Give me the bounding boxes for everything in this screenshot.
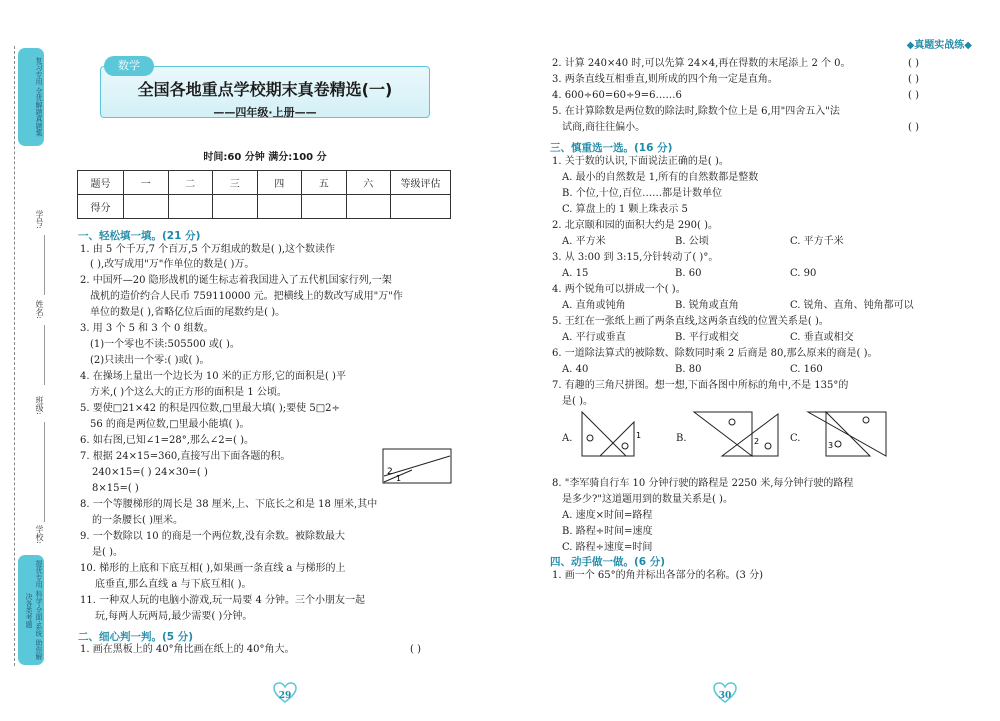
question-line: 是( )。 [92,547,123,558]
question-line: 方米,( )个这么大的正方形的面积是 1 公顷。 [90,387,287,398]
question-line: 8. 一个等腰梯形的周长是 38 厘米,上、下底长之和是 18 厘米,其中 [80,499,378,510]
angle-mark-3: 3 [828,441,834,450]
question-line: 9. 一个数除以 10 的商是一个两位数,没有余数。被除数最大 [80,531,345,542]
table-row [78,171,451,195]
judge-question-1: 1. 画在黑板上的 40°角比画在纸上的 40°角大。 [80,644,295,655]
choice-option[interactable]: B. 锐角或直角 [675,300,739,311]
answer-paren[interactable]: ( ) [908,58,919,69]
judge-question: 3. 两条直线互相垂直,则所成的四个角一定是直角。 [552,74,778,85]
triangle-hole [835,441,841,447]
choice-option[interactable]: C. 160 [790,364,823,375]
question-line: 3. 用 3 个 5 和 3 个 0 组数。 [80,323,214,334]
option-a-label[interactable]: A. [562,433,573,444]
option-c-label[interactable]: C. [790,433,801,444]
choice-option[interactable]: A. 平方米 [562,236,606,247]
triangle-figure-c [806,408,896,458]
question-line: 5. 要使□21×42 的积是四位数,□里最大填( );要使 5□2÷ [80,403,340,414]
choice-option[interactable]: B. 公顷 [675,236,709,247]
question-line: 240×15=( ) 24×30=( ) [92,467,208,478]
section-heading-draw: 四、动手做一做。(6 分) [550,556,666,568]
choice-option[interactable]: C. 锐角、直角、钝角都可以 [790,300,914,311]
answer-paren[interactable]: ( ) [908,74,919,85]
section-heading-judge: 二、细心判一判。(5 分) [78,631,194,643]
triangle-hole [729,419,735,425]
choice-question-line: 5. 王红在一张纸上画了两条直线,这两条直线的位置关系是( )。 [552,316,829,327]
table-row [78,195,451,219]
question-line: 单位的数是( ),省略亿位后面的尾数约是( )。 [90,307,286,318]
judge-question: 5. 在计算除数是两位数的除法时,除数个位上是 6,用"四舍五入"法 [552,106,840,117]
question-line: 底垂直,那么直线 a 与下底互相( )。 [95,579,252,590]
field-line [44,422,45,522]
score-row-label: 得分 [78,195,124,219]
angle-label-1: 1 [396,474,402,483]
choice-question-line: 6. 一道除法算式的被除数、除数同时乘 2 后商是 80,那么原来的商是( )。 [552,348,878,359]
score-cell[interactable] [257,195,302,219]
side-tab-top: 复习专用 全优解题真题集 [18,48,44,146]
angle-mark-1: 1 [636,431,642,440]
angle-mark-2: 2 [754,437,760,446]
triangle-shape [694,412,752,456]
triangle-figure-a [580,408,650,458]
triangle-hole [622,443,628,449]
page-number: 29 [278,691,292,701]
score-cell[interactable] [213,195,258,219]
choice-option[interactable]: B. 路程÷时间=速度 [562,526,653,537]
field-line [44,235,45,295]
score-cell[interactable] [302,195,347,219]
question-line: (1)一个零也不读:505500 或( )。 [90,339,240,350]
triangle-shape [582,412,626,456]
choice-question-line: 2. 北京颐和园的面积大约是 290( )。 [552,220,718,231]
choice-question-line: A. 最小的自然数是 1,所有的自然数都是整数 [562,172,759,183]
choice-option[interactable]: B. 60 [675,268,702,279]
score-cell[interactable] [391,195,451,219]
table-header-cell: 三 [213,171,258,195]
score-cell[interactable] [124,195,169,219]
question-line: 8×15=( ) [92,483,139,494]
table-header-cell: 等级评估 [391,171,451,195]
field-class: 班级: [35,396,44,415]
choice-option[interactable]: C. 平方千米 [790,236,844,247]
right-page [500,0,1000,721]
table-header-cell: 一 [124,171,169,195]
score-cell[interactable] [346,195,391,219]
subject-badge: 数学 [104,56,154,76]
choice-option[interactable]: A. 速度×时间=路程 [562,510,653,521]
question-line: 的一条腰长( )厘米。 [92,515,183,526]
question-line: (2)只读出一个零:( )或( )。 [90,355,210,366]
triangle-shape [600,422,634,456]
choice-option[interactable]: B. 80 [675,364,702,375]
choice-question-line: C. 算盘上的 1 颗上珠表示 5 [562,204,688,215]
field-student-id: 学号: [35,210,44,229]
choice-question-line: B. 个位,十位,百位……都是计数单位 [562,188,723,199]
section-heading-fill: 一、轻松填一填。(21 分) [78,230,201,242]
score-table [77,170,451,219]
question-line: 56 的商是两位数,□里最小能填( )。 [90,419,250,430]
page-number: 30 [718,691,732,701]
series-tag: ◆真题实战练◆ [906,40,972,51]
question-line: 10. 梯形的上底和下底互相( ),如果画一条直线 a 与梯形的上 [80,563,346,574]
choice-option[interactable]: C. 路程÷速度=时间 [562,542,653,553]
choice-question-line: 1. 关于数的认识,下面说法正确的是( )。 [552,156,729,167]
triangle-hole [765,443,771,449]
question-line: 7. 根据 24×15=360,直接写出下面各题的积。 [80,451,291,462]
choice-option[interactable]: A. 平行或垂直 [562,332,626,343]
angle-figure [382,448,452,484]
choice-option[interactable]: B. 平行或相交 [675,332,739,343]
question-line: 11. 一种双人玩的电脑小游戏,玩一局要 4 分钟。三个小朋友一起 [80,595,365,606]
page-title: 全国各地重点学校期末真卷精选(一) [137,80,393,99]
side-tab-bottom: 提优专用 科学·全面·系统 助你解决各类考题 [18,555,44,665]
triangle-figure-b [692,408,782,458]
question-line: 战机的造价约合人民币 759110000 元。把横线上的数改写成用"万"作 [90,291,403,302]
choice-question-line: 8. "李军骑自行车 10 分钟行驶的路程是 2250 米,每分钟行驶的路程 [552,478,854,489]
question-line: 2. 中国歼—20 隐形战机的诞生标志着我国进入了五代机国家行列,一架 [80,275,392,286]
judge-question: 4. 600÷60=60÷9=6……6 [552,90,682,101]
option-b-label[interactable]: B. [676,433,687,444]
section-heading-choice: 三、慎重选一选。(16 分) [550,142,673,154]
choice-question-line: 是( )。 [562,396,593,407]
triangle-shape [722,414,778,456]
choice-question-line: 4. 两个锐角可以拼成一个( )。 [552,284,686,295]
judge-question: 2. 计算 240×40 时,可以先算 24×4,再在得数的末尾添上 2 个 0。 [552,58,851,69]
choice-question-line: 是多少?"这道题用到的数量关系是( )。 [562,494,733,505]
answer-paren[interactable]: ( ) [908,122,919,133]
field-name: 姓名: [35,300,44,319]
choice-option[interactable]: A. 40 [562,364,589,375]
time-score-line: 时间:60 分钟 满分:100 分 [203,152,327,163]
table-header-cell: 五 [302,171,347,195]
question-line: 6. 如右图,已知∠1=28°,那么∠2=( )。 [80,435,255,446]
choice-question-line: 7. 有趣的三角尺拼图。想一想,下面各图中所标的角中,不是 135°的 [552,380,849,391]
answer-paren[interactable]: ( ) [908,90,919,101]
question-line: 1. 由 5 个千万,7 个百万,5 个万组成的数是( ),这个数读作 [80,244,336,255]
answer-paren[interactable]: ( ) [410,644,421,655]
choice-option[interactable]: A. 15 [562,268,589,279]
table-header-cell: 六 [346,171,391,195]
choice-question-line: 3. 从 3:00 到 3:15,分针转动了( )°。 [552,252,719,263]
triangle-hole [863,417,869,423]
triangle-shape [808,412,886,456]
field-school: 学校: [35,525,44,544]
table-header-cell: 二 [168,171,213,195]
score-cell[interactable] [168,195,213,219]
table-header-cell: 四 [257,171,302,195]
triangle-hole [587,435,593,441]
question-line: 玩,每两人玩两局,最少需要( )分钟。 [95,611,253,622]
angle-figure-line [384,456,450,476]
question-line: 4. 在操场上量出一个边长为 10 米的正方形,它的面积是( )平 [80,371,346,382]
question-line: ( ),改写成用"万"作单位的数是( )万。 [90,259,255,270]
grade-subtitle: ——四年级·上册—— [213,106,317,119]
choice-option[interactable]: C. 90 [790,268,817,279]
draw-question-1: 1. 画一个 65°的角并标出各部分的名称。(3 分) [552,570,763,581]
angle-label-2: 2 [387,467,393,477]
choice-option[interactable]: A. 直角或钝角 [562,300,626,311]
choice-option[interactable]: C. 垂直或相交 [790,332,854,343]
field-line [44,325,45,385]
judge-question: 试商,商往往偏小。 [562,122,646,133]
table-header-cell: 题号 [78,171,124,195]
